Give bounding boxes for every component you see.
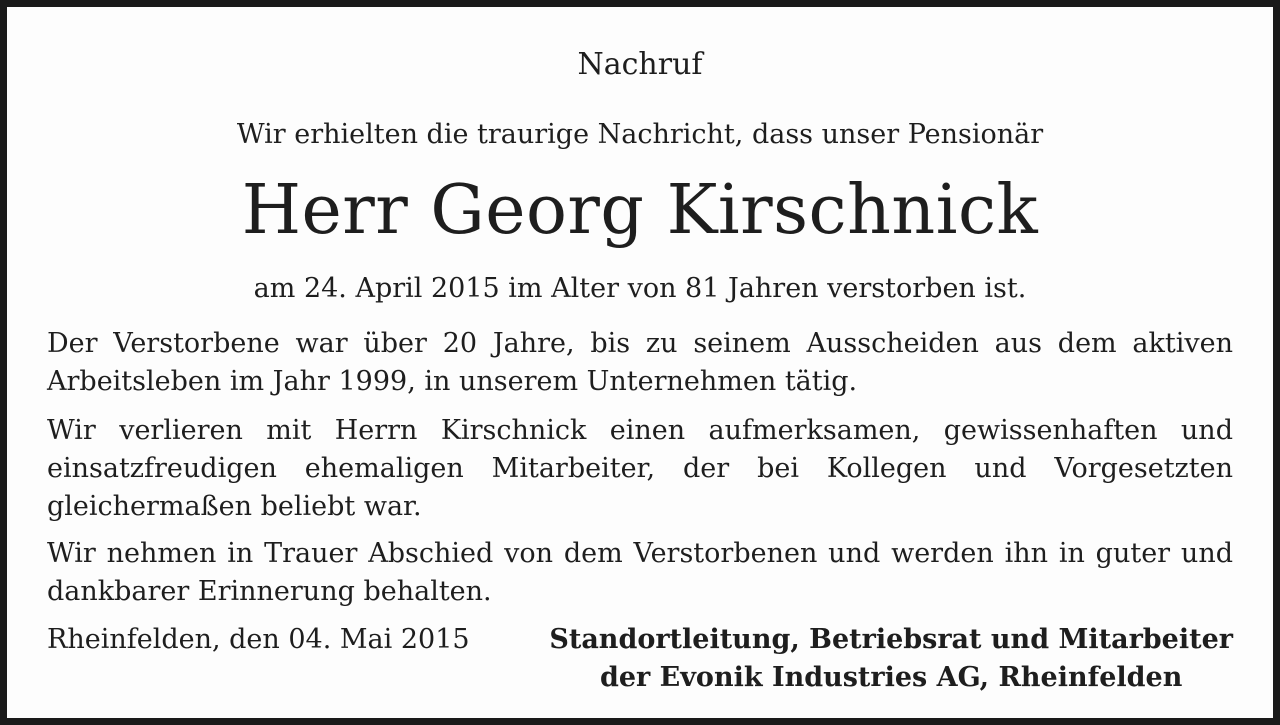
paragraph-farewell: Wir nehmen in Trauer Abschied von dem Verstorbenen und werden ihn in guter und dankbarer Erinnerung behalten.	[47, 538, 1233, 607]
notice-content	[47, 7, 1233, 718]
intro-line: Wir erhielten die traurige Nachricht, dass unser Pensionär	[236, 119, 1044, 150]
place-date: Rheinfelden, den 04. Mai 2015	[47, 624, 470, 655]
signature-block	[549, 621, 1233, 697]
notice-heading: Nachruf	[577, 47, 703, 82]
paragraph-career: Der Verstorbene war über 20 Jahre, bis zu seinem Ausscheiden aus dem aktiven Arbeitsleben im Jahr 1999, in unserem Unternehmen tätig.	[47, 328, 1233, 397]
paragraph-tribute: Wir verlieren mit Herrn Kirschnick einen aufmerksamen, gewissenhaften und einsatzfreudigen ehemaligen Mitarbeiter, der bei Kollegen und Vorgesetzten gleichermaßen beliebt war.	[47, 415, 1233, 522]
signature-line-1: Standortleitung, Betriebsrat und Mitarbeiter	[549, 624, 1233, 655]
death-date-line: am 24. April 2015 im Alter von 81 Jahren verstorben ist.	[253, 273, 1027, 304]
signature-line-2: der Evonik Industries AG, Rheinfelden	[599, 662, 1183, 693]
deceased-name: Herr Georg Kirschnick	[241, 171, 1039, 250]
